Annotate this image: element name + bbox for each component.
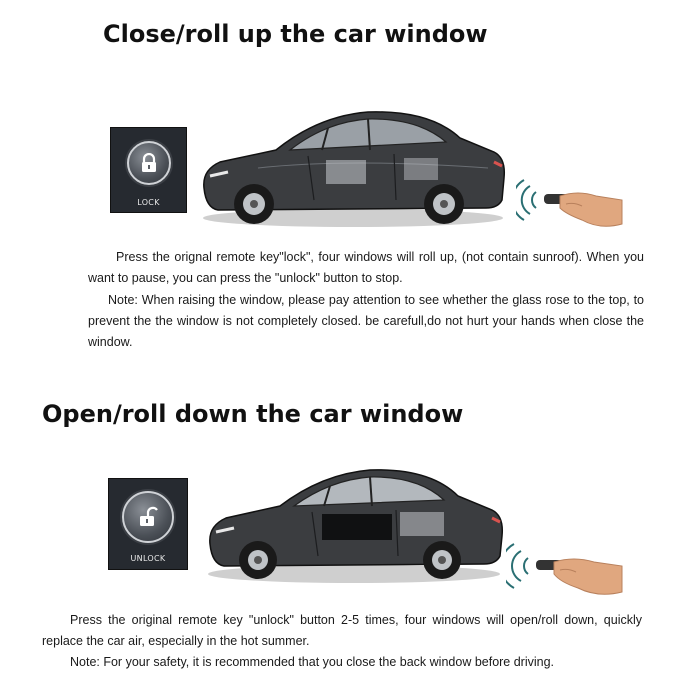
padlock-open-icon <box>138 506 158 528</box>
unlock-key-button <box>108 478 188 570</box>
open-instructions-paragraph: Press the original remote key "unlock" button 2-5 times, four windows will open/roll down, quickly replace the car air, especially in the hot summer. <box>42 613 642 648</box>
hand-holding-remote-icon <box>506 540 626 602</box>
unlock-key-label: UNLOCK <box>130 554 166 563</box>
open-note-paragraph: Note: For your safety, it is recommended that you close the back window before driving. <box>70 655 555 669</box>
unlock-button-circle <box>122 491 174 543</box>
close-note-paragraph: Note: When raising the window, please pay attention to see whether the glass rose to the top, to prevent the the window is not completely closed. be carefull,do not hurt your hands when close the window. <box>88 293 644 349</box>
section-title-close: Close/roll up the car window <box>103 20 488 48</box>
lock-key-label: LOCK <box>137 198 160 207</box>
car-illustration <box>198 96 508 231</box>
lock-key-button <box>110 127 187 213</box>
car-illustration <box>204 456 504 586</box>
hand-holding-remote-icon <box>516 174 626 234</box>
padlock-closed-icon <box>140 153 158 173</box>
section-title-open: Open/roll down the car window <box>42 400 464 428</box>
close-instructions-paragraph: Press the orignal remote key"lock", four windows will roll up, (not contain sunroof). When you want to pause, you can press the "unlock" button to stop. <box>88 250 644 285</box>
lock-button-circle <box>127 141 171 185</box>
